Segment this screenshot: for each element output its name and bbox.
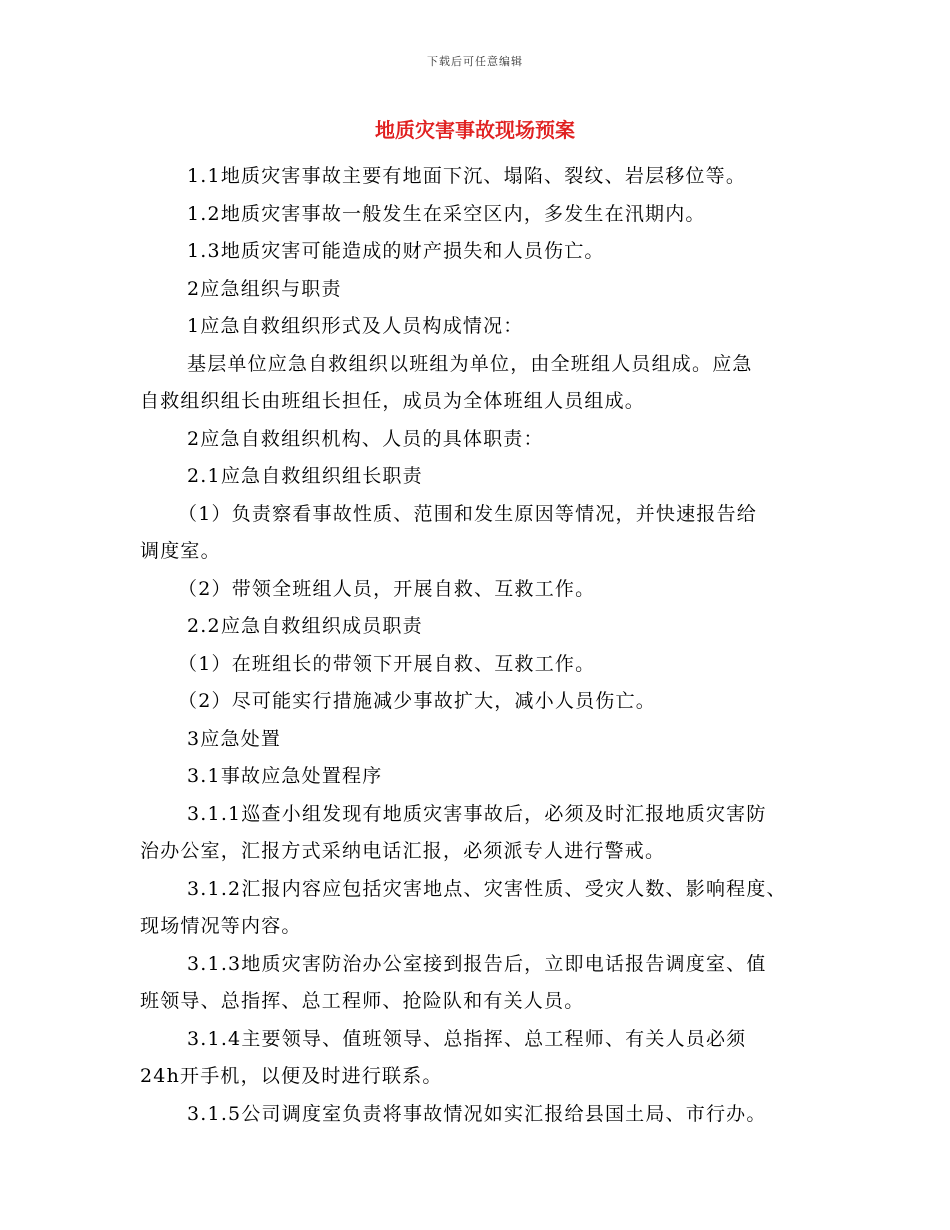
paragraph-line: 3.1.1巡查小组发现有地质灾害事故后，必须及时汇报地质灾害防 [187,802,767,825]
paragraph-line: 3.1.4主要领导、值班领导、总指挥、总工程师、有关人员必须 [187,1027,747,1050]
paragraph-line-continued: 24h开手机，以便及时进行联系。 [140,1065,443,1087]
list-item: （2）带领全班组人员，开展自救、互救工作。 [178,577,596,600]
list-item-continued: 调度室。 [140,540,221,562]
list-item: （1）负责察看事故性质、范围和发生原因等情况，并快速报告给 [178,502,757,525]
paragraph-line: 3.1.5公司调度室负责将事故情况如实汇报给县国土局、市行办。 [187,1102,767,1125]
paragraph-line: 3.1.3地质灾害防治办公室接到报告后，立即电话报告调度室、值 [187,952,767,975]
subsection-heading: 3.1事故应急处置程序 [187,765,383,787]
paragraph-line: 3.1.2汇报内容应包括灾害地点、灾害性质、受灾人数、影响程度、 [187,877,787,900]
section-heading: 3应急处置 [187,727,282,750]
paragraph-line: 基层单位应急自救组织以班组为单位，由全班组人员组成。应急 [187,352,753,375]
list-item: （1）在班组长的带领下开展自救、互救工作。 [178,652,596,675]
paragraph-line-continued: 自救组织组长由班组长担任，成员为全体班组人员组成。 [140,390,646,412]
subsection-heading: 1应急自救组织形式及人员构成情况： [187,315,524,337]
paragraph-line: 1.2地质灾害事故一般发生在采空区内，多发生在汛期内。 [187,202,706,225]
list-item: （2）尽可能实行措施减少事故扩大，减小人员伤亡。 [178,690,656,712]
paragraph-line: 1.3地质灾害可能造成的财产损失和人员伤亡。 [187,240,605,262]
header-note: 下载后可任意编辑 [427,55,523,68]
subsection-heading: 2.2应急自救组织成员职责 [187,615,423,637]
subsection-heading: 2应急自救组织机构、人员的具体职责： [187,427,544,450]
document-title: 地质灾害事故现场预案 [375,118,575,142]
paragraph-line-continued: 治办公室，汇报方式采纳电话汇报，必须派专人进行警戒。 [140,840,666,862]
document-body [140,158,830,1133]
paragraph-line-continued: 现场情况等内容。 [140,915,302,937]
paragraph-line: 1.1地质灾害事故主要有地面下沉、塌陷、裂纹、岩层移位等。 [187,165,747,187]
subsection-heading: 2.1应急自救组织组长职责 [187,465,423,487]
section-heading: 2应急组织与职责 [187,277,342,300]
paragraph-line-continued: 班领导、总指挥、总工程师、抢险队和有关人员。 [140,990,585,1012]
